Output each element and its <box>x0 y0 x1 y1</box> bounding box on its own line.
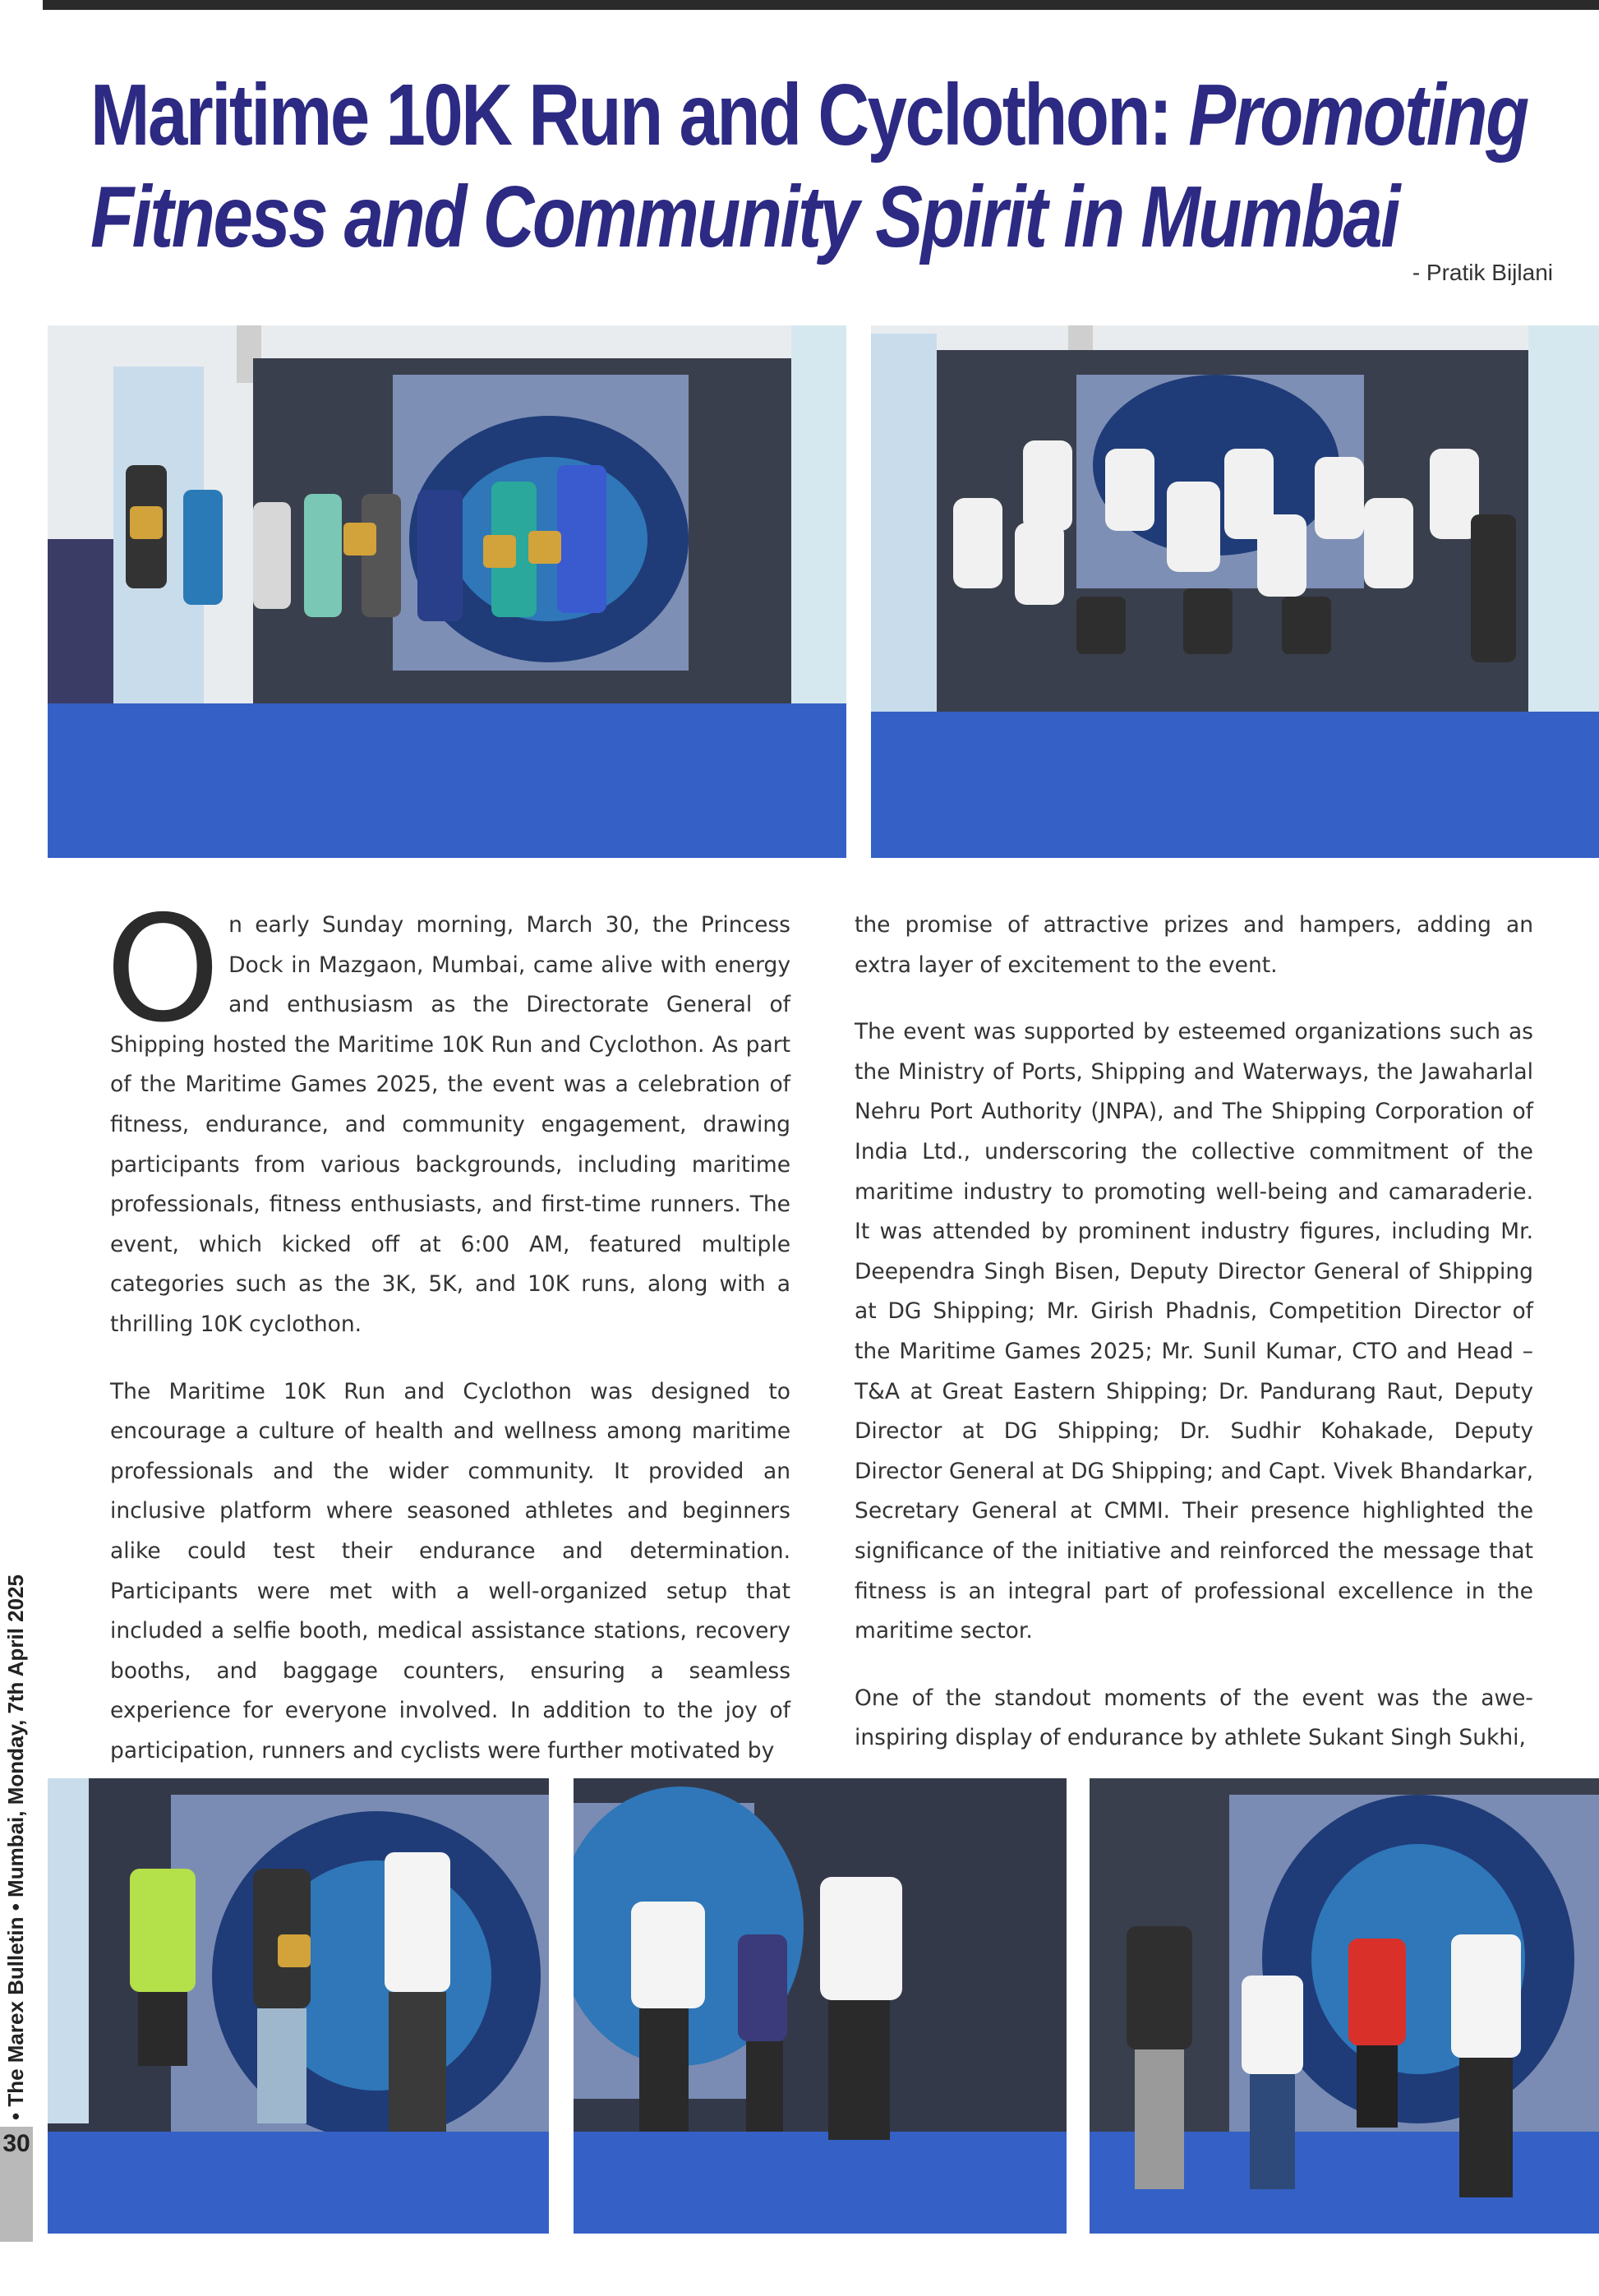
drop-cap: O <box>105 884 221 1054</box>
paragraph-intro-text: n early Sunday morning, March 30, the Princess Dock in Mazgaon, Mumbai, came alive with energy and enthusiasm as the Directorate General of Shipping hosted the Maritime 10K Run and Cyclothon. As part of the Maritime Games 2025, the event was a celebration of fitness, endurance, and community engagement, drawing participants from various backgrounds, including maritime professionals, fitness enthusiasts, and first-time runners. The event, which kicked off at 6:00 AM, featured multiple categories such as the 3K, 5K, and 10K runs, along with a thrilling 10K cyclothon. <box>110 912 790 1337</box>
photo-award-handover-2 <box>574 1778 1067 2234</box>
title-italic-1: Promoting <box>1188 67 1528 164</box>
title-line-1 <box>90 64 1528 166</box>
page-number: 30 <box>0 2127 33 2242</box>
photo-award-handover-1 <box>48 1778 549 2234</box>
article-column-left <box>105 884 790 1798</box>
title-plain: Maritime 10K Run and Cyclothon: <box>90 67 1189 164</box>
paragraph-supporters: The event was supported by esteemed organizations such as the Ministry of Ports, Shipping and Waterways, the Jawaharlal Nehru Port Authority (JNPA), and The Shipping Corporation of India Ltd., underscoring the collective commitment of the maritime industry to promoting well-being and camaraderie. It was attended by prominent industry figures, including Mr. Deependra Singh Bisen, Deputy Director General of Shipping at DG Shipping; Mr. Girish Phadnis, Competition Director of the Maritime Games 2025; Mr. Sunil Kumar, CTO and Head – T&A at Great Eastern Shipping; Dr. Pandurang Raut, Deputy Director at DG Shipping; Dr. Sudhir Kohakade, Deputy Director General at DG Shipping; and Capt. Vivek Bhandarkar, Secretary General at CMMI. Their presence highlighted the significance of the initiative and reinforced the message that fitness is an integral part of professional excellence in the maritime sector. <box>855 1019 1533 1644</box>
title-italic-2: Fitness and Community Spirit in Mumbai <box>90 168 1399 265</box>
photo-winners-group <box>48 325 846 858</box>
article-column-right <box>855 906 1533 1786</box>
paragraph-intro <box>105 884 790 1345</box>
title-line-2 <box>90 166 1399 268</box>
author-byline: - Pratik Bijlani <box>1412 260 1553 285</box>
paragraph-prizes: the promise of attractive prizes and hampers, adding an extra layer of excitement to the event. <box>855 912 1533 978</box>
photo-officials-group <box>871 325 1599 858</box>
photo-cyclothon-winner <box>1090 1778 1599 2234</box>
paragraph-purpose: The Maritime 10K Run and Cyclothon was designed to encourage a culture of health and wellness among maritime professionals and the wider community. It provided an inclusive platform where seasoned athletes and beginners alike could test their endurance and determination. Participants were met with a well-organized setup that included a selfie booth, medical assistance stations, recovery booths, and baggage counters, ensuring a seamless experience for everyone involved. In addition to the joy of participation, runners and cyclists were further motivated by <box>110 1378 790 1763</box>
article-title <box>90 64 1528 268</box>
publication-sidebar: • The Marex Bulletin • Mumbai, Monday, 7th April 2025 <box>3 1574 28 2120</box>
top-rule <box>43 0 1599 10</box>
paragraph-standout: One of the standout moments of the event was the awe-inspiring display of endurance by athlete Sukant Singh Sukhi, <box>855 1685 1533 1751</box>
